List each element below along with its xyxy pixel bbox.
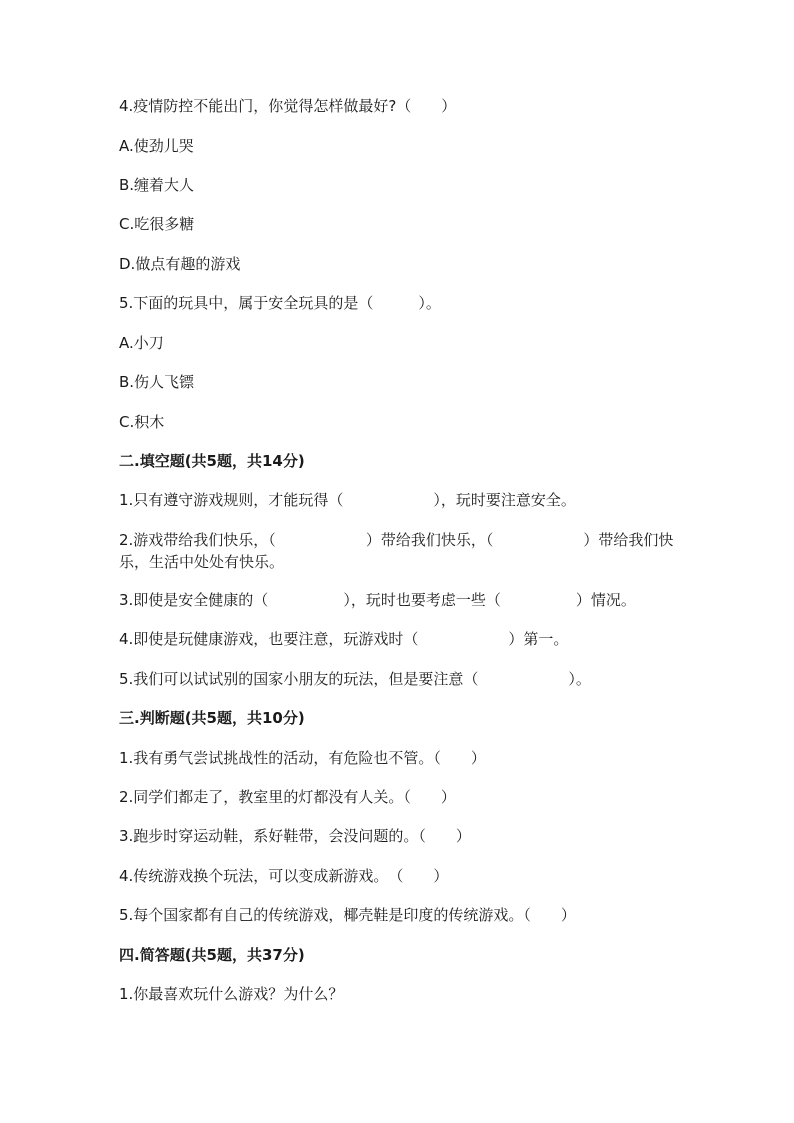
fill-blank-4: 4.即使是玩健康游戏，也要注意，玩游戏时（ ）第一。	[119, 630, 569, 648]
fill-blank-1: 1.只有遵守游戏规则，才能玩得（ ），玩时要注意安全。	[119, 491, 576, 509]
fill-blank-3: 3.即使是安全健康的（ ），玩时也要考虑一些（ ）情况。	[119, 591, 636, 609]
fill-blank-5: 5.我们可以试试别的国家小朋友的玩法，但是要注意（ ）。	[119, 670, 591, 688]
fill-blank-2: 2.游戏带给我们快乐，（ ）带给我们快乐，（ ）带给我们快乐，生活中处处有快乐。	[119, 531, 674, 571]
question-5-option-b: B.伤人飞镖	[119, 373, 195, 391]
section-2-title: 二.填空题(共5题，共14分)	[119, 452, 305, 470]
question-4-option-c: C.吃很多糖	[119, 215, 195, 233]
section-3-title: 三.判断题(共5题，共10分)	[119, 709, 305, 727]
judge-3: 3.跑步时穿运动鞋，系好鞋带，会没问题的。（ ）	[119, 827, 471, 845]
question-5-option-a: A.小刀	[119, 334, 164, 352]
section-4-title: 四.简答题(共5题，共37分)	[119, 946, 305, 964]
question-4-option-a: A.使劲儿哭	[119, 137, 194, 155]
judge-2: 2.同学们都走了，教室里的灯都没有人关。（ ）	[119, 788, 456, 806]
judge-1: 1.我有勇气尝试挑战性的活动，有危险也不管。（ ）	[119, 749, 486, 767]
judge-5: 5.每个国家都有自己的传统游戏，椰壳鞋是印度的传统游戏。（ ）	[119, 906, 576, 924]
short-answer-1: 1.你最喜欢玩什么游戏？为什么？	[119, 985, 344, 1003]
judge-4: 4.传统游戏换个玩法，可以变成新游戏。 （ ）	[119, 867, 449, 885]
question-4-option-d: D.做点有趣的游戏	[119, 255, 241, 273]
question-4-stem: 4.疫情防控不能出门，你觉得怎样做最好?（ ）	[119, 97, 457, 115]
question-5-stem: 5.下面的玩具中，属于安全玩具的是（ ）。	[119, 294, 441, 312]
question-4-option-b: B.缠着大人	[119, 176, 195, 194]
question-5-option-c: C.积木	[119, 413, 165, 431]
